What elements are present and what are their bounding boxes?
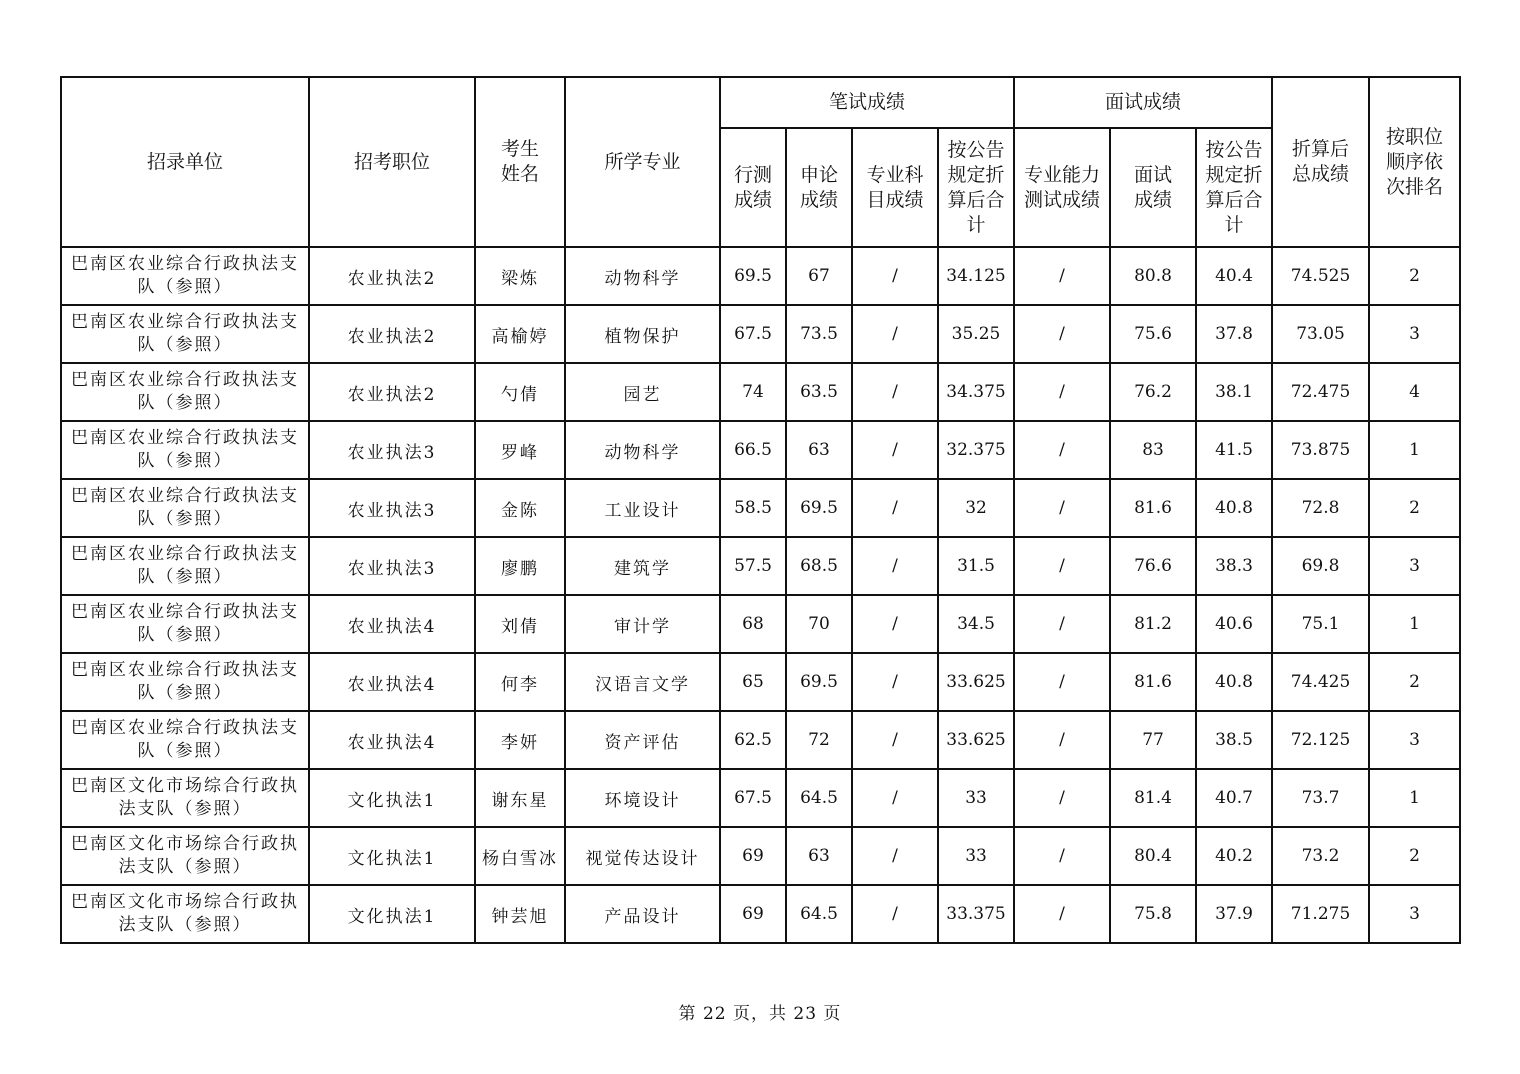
- header-position-label: 招考职位: [353, 150, 430, 173]
- cell-position: 农业执法4: [309, 653, 475, 711]
- cell-interview: 81.2: [1110, 595, 1196, 653]
- header-interview-converted: [1196, 128, 1272, 247]
- cell-interview-total: 37.8: [1196, 305, 1272, 363]
- cell-shenlun: 64.5: [786, 885, 852, 943]
- cell-shenlun: 70: [786, 595, 852, 653]
- cell-written-total: 33: [938, 827, 1014, 885]
- cell-prof: /: [852, 247, 938, 305]
- cell-prof: /: [852, 595, 938, 653]
- cell-prof: /: [852, 711, 938, 769]
- cell-name: 高榆婷: [475, 305, 565, 363]
- cell-interview-total: 38.5: [1196, 711, 1272, 769]
- cell-position: 农业执法4: [309, 711, 475, 769]
- cell-interview: 80.8: [1110, 247, 1196, 305]
- cell-shenlun: 63.5: [786, 363, 852, 421]
- table-row: [61, 247, 1460, 305]
- header-rank-label: 按职位顺序依次排名: [1386, 125, 1444, 198]
- cell-interview: 76.2: [1110, 363, 1196, 421]
- cell-total: 72.475: [1272, 363, 1369, 421]
- cell-total: 71.275: [1272, 885, 1369, 943]
- cell-rank: 3: [1369, 711, 1460, 769]
- cell-position: 农业执法2: [309, 305, 475, 363]
- cell-unit: 巴南区农业综合行政执法支队（参照）: [61, 595, 309, 653]
- cell-position: 农业执法2: [309, 363, 475, 421]
- cell-prof: /: [852, 305, 938, 363]
- header-position: [309, 77, 475, 247]
- cell-rank: 4: [1369, 363, 1460, 421]
- cell-unit: 巴南区文化市场综合行政执法支队（参照）: [61, 885, 309, 943]
- cell-position: 农业执法2: [309, 247, 475, 305]
- cell-unit: 巴南区农业综合行政执法支队（参照）: [61, 479, 309, 537]
- cell-total: 72.8: [1272, 479, 1369, 537]
- cell-name: 何李: [475, 653, 565, 711]
- cell-major: 审计学: [565, 595, 720, 653]
- cell-total: 73.875: [1272, 421, 1369, 479]
- header-ability-test: [1014, 128, 1110, 247]
- cell-xingce: 68: [720, 595, 786, 653]
- cell-interview-total: 41.5: [1196, 421, 1272, 479]
- cell-name: 李妍: [475, 711, 565, 769]
- cell-total: 73.05: [1272, 305, 1369, 363]
- cell-position: 农业执法3: [309, 421, 475, 479]
- header-interview-score: [1110, 128, 1196, 247]
- cell-total: 74.425: [1272, 653, 1369, 711]
- table-row: [61, 711, 1460, 769]
- cell-name: 钟芸旭: [475, 885, 565, 943]
- header-name-label: 考生姓名: [500, 138, 539, 185]
- cell-shenlun: 63: [786, 421, 852, 479]
- cell-position: 农业执法3: [309, 537, 475, 595]
- cell-major: 动物科学: [565, 247, 720, 305]
- cell-major: 园艺: [565, 363, 720, 421]
- table-row: [61, 769, 1460, 827]
- cell-xingce: 58.5: [720, 479, 786, 537]
- cell-major: 工业设计: [565, 479, 720, 537]
- table-body: [61, 247, 1460, 943]
- cell-rank: 1: [1369, 421, 1460, 479]
- cell-name: 梁炼: [475, 247, 565, 305]
- cell-written-total: 33: [938, 769, 1014, 827]
- cell-shenlun: 69.5: [786, 479, 852, 537]
- cell-major: 汉语言文学: [565, 653, 720, 711]
- cell-prof: /: [852, 827, 938, 885]
- page-footer: 第 22 页，共 23 页: [678, 1004, 842, 1024]
- cell-interview: 76.6: [1110, 537, 1196, 595]
- cell-name: 廖鹏: [475, 537, 565, 595]
- header-xingce-label: 行测成绩: [733, 163, 772, 211]
- cell-xingce: 69.5: [720, 247, 786, 305]
- table-row: [61, 885, 1460, 943]
- cell-rank: 3: [1369, 885, 1460, 943]
- cell-written-total: 34.5: [938, 595, 1014, 653]
- cell-interview-total: 38.1: [1196, 363, 1272, 421]
- cell-interview: 81.6: [1110, 479, 1196, 537]
- cell-written-total: 31.5: [938, 537, 1014, 595]
- header-rank: [1369, 77, 1460, 247]
- cell-shenlun: 73.5: [786, 305, 852, 363]
- cell-interview: 77: [1110, 711, 1196, 769]
- cell-name: 罗峰: [475, 421, 565, 479]
- cell-prof: /: [852, 653, 938, 711]
- cell-total: 69.8: [1272, 537, 1369, 595]
- cell-interview: 83: [1110, 421, 1196, 479]
- cell-ability: /: [1014, 247, 1110, 305]
- cell-prof: /: [852, 421, 938, 479]
- cell-ability: /: [1014, 653, 1110, 711]
- header-shenlun-label: 申论成绩: [799, 163, 838, 211]
- cell-written-total: 33.375: [938, 885, 1014, 943]
- cell-ability: /: [1014, 711, 1110, 769]
- cell-xingce: 62.5: [720, 711, 786, 769]
- cell-major: 植物保护: [565, 305, 720, 363]
- table-row: [61, 595, 1460, 653]
- table-header: [61, 77, 1460, 247]
- cell-name: 金陈: [475, 479, 565, 537]
- header-written-group: [720, 77, 1014, 128]
- header-ability-test-label: 专业能力测试成绩: [1024, 163, 1101, 211]
- header-interview-group: [1014, 77, 1272, 128]
- cell-shenlun: 67: [786, 247, 852, 305]
- cell-major: 视觉传达设计: [565, 827, 720, 885]
- cell-shenlun: 72: [786, 711, 852, 769]
- cell-interview-total: 40.8: [1196, 653, 1272, 711]
- cell-ability: /: [1014, 885, 1110, 943]
- cell-written-total: 34.375: [938, 363, 1014, 421]
- cell-position: 农业执法4: [309, 595, 475, 653]
- header-written-converted: [938, 128, 1014, 247]
- cell-interview-total: 40.4: [1196, 247, 1272, 305]
- cell-xingce: 67.5: [720, 305, 786, 363]
- cell-ability: /: [1014, 479, 1110, 537]
- header-unit: [61, 77, 309, 247]
- cell-xingce: 65: [720, 653, 786, 711]
- cell-interview-total: 37.9: [1196, 885, 1272, 943]
- cell-xingce: 57.5: [720, 537, 786, 595]
- cell-interview-total: 40.6: [1196, 595, 1272, 653]
- cell-name: 杨白雪冰: [475, 827, 565, 885]
- cell-major: 动物科学: [565, 421, 720, 479]
- cell-rank: 3: [1369, 305, 1460, 363]
- header-written-group-label: 笔试成绩: [829, 91, 906, 113]
- table-row: [61, 827, 1460, 885]
- cell-unit: 巴南区农业综合行政执法支队（参照）: [61, 537, 309, 595]
- cell-rank: 1: [1369, 595, 1460, 653]
- cell-prof: /: [852, 363, 938, 421]
- cell-xingce: 67.5: [720, 769, 786, 827]
- cell-unit: 巴南区文化市场综合行政执法支队（参照）: [61, 827, 309, 885]
- table-row: [61, 305, 1460, 363]
- header-xingce: [720, 128, 786, 247]
- cell-xingce: 69: [720, 827, 786, 885]
- cell-ability: /: [1014, 537, 1110, 595]
- cell-rank: 3: [1369, 537, 1460, 595]
- cell-major: 产品设计: [565, 885, 720, 943]
- cell-ability: /: [1014, 827, 1110, 885]
- cell-total: 74.525: [1272, 247, 1369, 305]
- cell-unit: 巴南区农业综合行政执法支队（参照）: [61, 305, 309, 363]
- header-interview-converted-label: 按公告规定折算后合计: [1205, 138, 1263, 236]
- cell-position: 文化执法1: [309, 827, 475, 885]
- cell-shenlun: 69.5: [786, 653, 852, 711]
- cell-position: 文化执法1: [309, 769, 475, 827]
- cell-xingce: 74: [720, 363, 786, 421]
- cell-rank: 1: [1369, 769, 1460, 827]
- cell-written-total: 34.125: [938, 247, 1014, 305]
- cell-total: 73.2: [1272, 827, 1369, 885]
- table-row: [61, 537, 1460, 595]
- cell-shenlun: 63: [786, 827, 852, 885]
- cell-written-total: 33.625: [938, 711, 1014, 769]
- cell-interview: 81.4: [1110, 769, 1196, 827]
- cell-interview: 75.6: [1110, 305, 1196, 363]
- cell-interview-total: 38.3: [1196, 537, 1272, 595]
- cell-rank: 2: [1369, 247, 1460, 305]
- cell-ability: /: [1014, 769, 1110, 827]
- cell-ability: /: [1014, 595, 1110, 653]
- header-name: [475, 77, 565, 247]
- cell-prof: /: [852, 537, 938, 595]
- cell-major: 建筑学: [565, 537, 720, 595]
- cell-total: 75.1: [1272, 595, 1369, 653]
- header-professional-subject: [852, 128, 938, 247]
- header-professional-subject-label: 专业科目成绩: [866, 163, 924, 211]
- cell-ability: /: [1014, 421, 1110, 479]
- cell-written-total: 32.375: [938, 421, 1014, 479]
- header-major: [565, 77, 720, 247]
- cell-position: 文化执法1: [309, 885, 475, 943]
- header-total-label: 折算后总成绩: [1292, 138, 1350, 185]
- cell-name: 刘倩: [475, 595, 565, 653]
- cell-written-total: 33.625: [938, 653, 1014, 711]
- header-interview-score-label: 面试成绩: [1134, 163, 1173, 211]
- cell-unit: 巴南区文化市场综合行政执法支队（参照）: [61, 769, 309, 827]
- cell-interview: 75.8: [1110, 885, 1196, 943]
- cell-interview-total: 40.8: [1196, 479, 1272, 537]
- header-total: [1272, 77, 1369, 247]
- cell-written-total: 32: [938, 479, 1014, 537]
- cell-unit: 巴南区农业综合行政执法支队（参照）: [61, 363, 309, 421]
- cell-rank: 2: [1369, 827, 1460, 885]
- cell-prof: /: [852, 479, 938, 537]
- cell-total: 72.125: [1272, 711, 1369, 769]
- cell-unit: 巴南区农业综合行政执法支队（参照）: [61, 421, 309, 479]
- cell-interview: 81.6: [1110, 653, 1196, 711]
- header-interview-group-label: 面试成绩: [1105, 91, 1182, 113]
- cell-interview-total: 40.2: [1196, 827, 1272, 885]
- cell-major: 环境设计: [565, 769, 720, 827]
- cell-prof: /: [852, 885, 938, 943]
- cell-rank: 2: [1369, 653, 1460, 711]
- header-written-converted-label: 按公告规定折算后合计: [947, 138, 1005, 236]
- table-row: [61, 479, 1460, 537]
- cell-name: 勺倩: [475, 363, 565, 421]
- table-row: [61, 421, 1460, 479]
- cell-unit: 巴南区农业综合行政执法支队（参照）: [61, 653, 309, 711]
- cell-rank: 2: [1369, 479, 1460, 537]
- header-shenlun: [786, 128, 852, 247]
- cell-ability: /: [1014, 305, 1110, 363]
- cell-major: 资产评估: [565, 711, 720, 769]
- cell-shenlun: 64.5: [786, 769, 852, 827]
- cell-name: 谢东星: [475, 769, 565, 827]
- header-major-label: 所学专业: [604, 150, 681, 173]
- cell-xingce: 69: [720, 885, 786, 943]
- cell-unit: 巴南区农业综合行政执法支队（参照）: [61, 247, 309, 305]
- cell-interview: 80.4: [1110, 827, 1196, 885]
- cell-written-total: 35.25: [938, 305, 1014, 363]
- cell-total: 73.7: [1272, 769, 1369, 827]
- cell-shenlun: 68.5: [786, 537, 852, 595]
- header-unit-label: 招录单位: [146, 150, 223, 173]
- score-table: [60, 76, 1461, 944]
- cell-xingce: 66.5: [720, 421, 786, 479]
- table-row: [61, 363, 1460, 421]
- cell-position: 农业执法3: [309, 479, 475, 537]
- table-row: [61, 653, 1460, 711]
- cell-prof: /: [852, 769, 938, 827]
- cell-unit: 巴南区农业综合行政执法支队（参照）: [61, 711, 309, 769]
- cell-interview-total: 40.7: [1196, 769, 1272, 827]
- cell-ability: /: [1014, 363, 1110, 421]
